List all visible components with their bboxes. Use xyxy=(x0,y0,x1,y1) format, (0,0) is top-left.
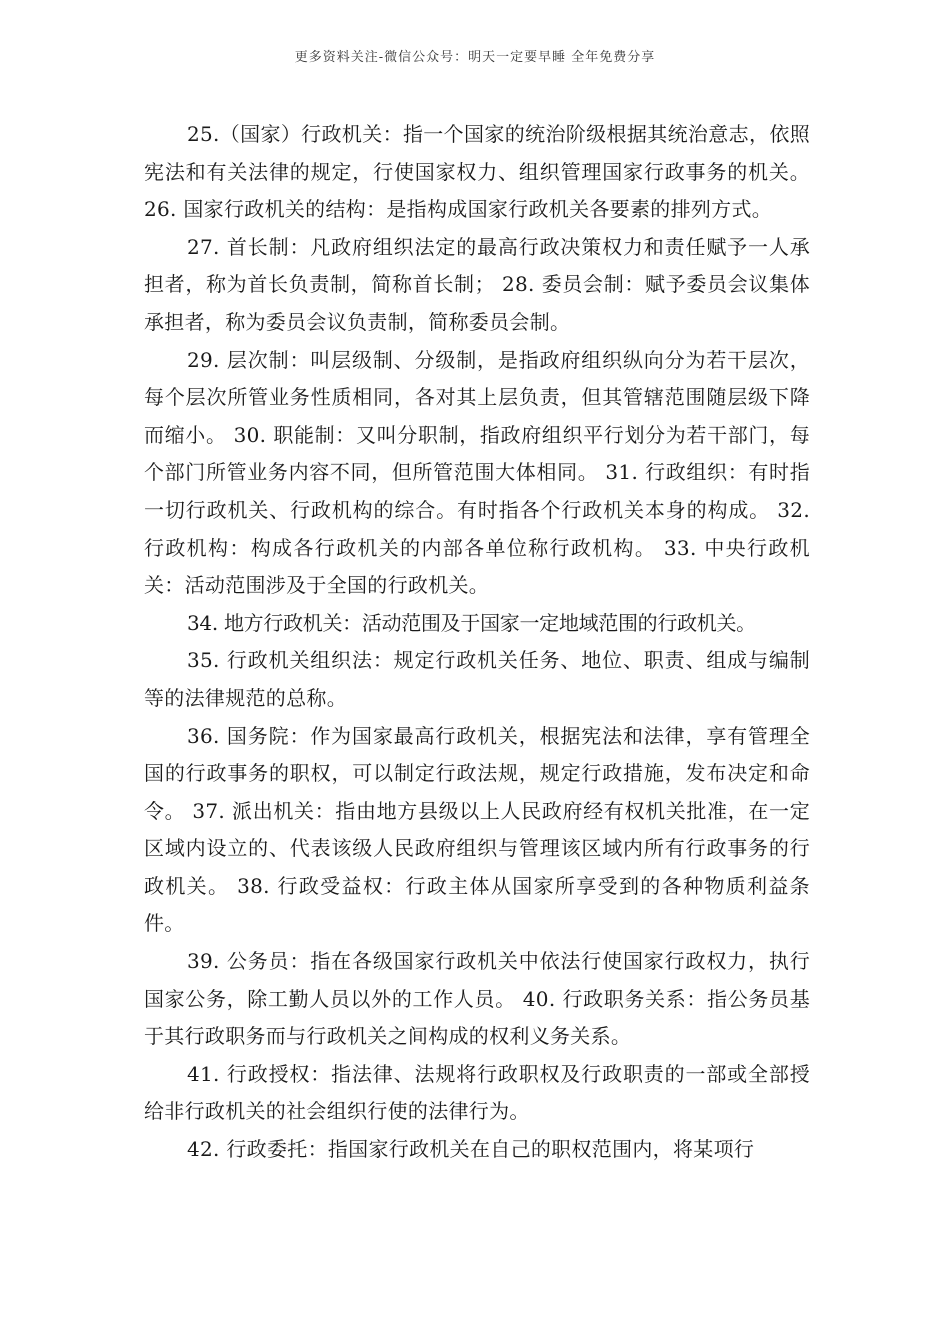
paragraph-29-33: 29. 层次制：叫层级制、分级制，是指政府组织纵向分为若干层次，每个层次所管业务性质相同，各对其上层负责，但其管辖范围随层级下降而缩小。 30. 职能制：又叫分职制，指政府组织平行划分为若干部门，每个部门所管业务内容不同，但所管范围大体相同。 31. 行政组织：有时指一切行政机关、行政机构的综合。有时指各个行政机关本身的构成。 32. 行政机构：构成各行政机关的内部各单位称行政机构。 33. 中央行政机关：活动范围涉及于全国的行政机关。 xyxy=(144,347,810,598)
paragraph-41: 41. 行政授权：指法律、法规将行政职权及行政职责的一部或全部授给非行政机关的社会组织行使的法律行为。 xyxy=(144,1061,810,1124)
paragraph-27-28: 27. 首长制：凡政府组织法定的最高行政决策权力和责任赋予一人承担者，称为首长负责制，简称首长制； 28. 委员会制：赋予委员会议集体承担者，称为委员会议负责制，简称委员会制。 xyxy=(144,234,810,334)
page-header: 更多资料关注-微信公众号：明天一定要早睡 全年免费分享 xyxy=(294,50,656,65)
paragraph-36-38: 36. 国务院：作为国家最高行政机关，根据宪法和法律，享有管理全国的行政事务的职权，可以制定行政法规，规定行政措施，发布决定和命令。 37. 派出机关：指由地方县级以上人民政府经有权机关批准，在一定区域内设立的、代表该级人民政府组织与管理该区域内所有行政事务的行政机关。 38. 行政受益权：行政主体从国家所享受到的各种物质利益条件。 xyxy=(144,723,810,936)
paragraph-35: 35. 行政机关组织法：规定行政机关任务、地位、职责、组成与编制等的法律规范的总称。 xyxy=(144,648,810,710)
paragraph-34: 34. 地方行政机关：活动范围及于国家一定地域范围的行政机关。 xyxy=(187,610,756,635)
paragraph-39-40: 39. 公务员：指在各级国家行政机关中依法行使国家行政权力，执行国家公务，除工勤人员以外的工作人员。 40. 行政职务关系：指公务员基于其行政职务而与行政机关之间构成的权利义务关系。 xyxy=(144,949,810,1049)
document-body xyxy=(144,116,810,1169)
paragraph-42: 42. 行政委托：指国家行政机关在自己的职权范围内，将某项行 xyxy=(187,1137,755,1162)
paragraph-25-26: 25.（国家）行政机关：指一个国家的统治阶级根据其统治意志，依照宪法和有关法律的规定，行使国家权力、组织管理国家行政事务的机关。 26. 国家行政机关的结构：是指构成国家行政机关各要素的排列方式。 xyxy=(144,122,810,222)
